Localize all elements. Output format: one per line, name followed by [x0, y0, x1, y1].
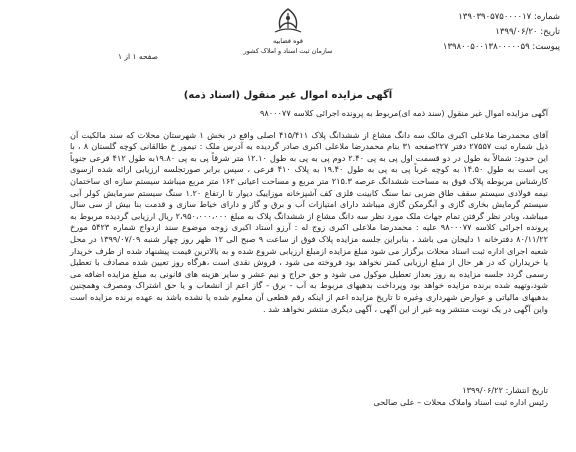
- emblem-line-2: سازمان ثبت اسناد و املاک کشور: [243, 47, 333, 55]
- document-title: آگهی مزایده اموال غیر منقول (اسناد ذمه): [183, 90, 393, 101]
- page-number: صفحه ۱ از ۱: [118, 52, 158, 61]
- document-body: [70, 108, 548, 315]
- organization-emblem: [230, 6, 346, 56]
- emblem-icon: [266, 6, 310, 36]
- meta-date: تاریخ: ۱۳۹۹/۰۶/۲۰: [495, 27, 560, 37]
- publish-date: تاریخ انتشار: ۱۳۹۹/۰۶/۲۲: [462, 385, 548, 395]
- body-paragraph: آقای محمدرضا ملاعلی اکبری مالک سه دانگ مشاع از ششدانگ پلاک ۴۱۵/۴۱۱ اصلی واقع در بخش ۱ شهرستان محلات که سند مالکیت آن ذیل شماره ثبت ۲۷۵۵۷ دفتر ۲۲۷صفحه ۳۱ بنام محمدرضا ملاعلی اکبری صادر گردیده به آدرس ملک : تیمور خ طالقانی کوچه گلستان ۸ ، با این حدود: شمالاً به طول در دو قسمت اول پی به پی ۲.۴۰ دوم پی به پی به طول ۱۲.۱۰ متر شرقاً پی به پی ۱۹.۸۰به طول ۴۱۲ قرعی جنوباً پی است به طول ۱۴.۵۰ به کوچه غرباً پی به پی به طول ۱۹.۴۰ به پلاک ۴۱۰ فرعی ، سپس برابر صورتجلسه ارزیابی ارائه شده ازسوی کارشناس مربوطه پلاک فوق به مساحت ششدانگ عرصه ۲۱۵.۳ متر مربع و مساحت اعیانی ۱۶۲ متر مربع میباشد سیستم سازه ای ساختمان نیمه فولادی سیستم سقف طاق ضربی نما سنگ کابینت فلزی کف آشپزخانه موزاییک دیوار تا ارتفاع ۱.۲۰ سنگ سیستم سرمایش کولر آبی سیستم گرمایش بخاری گازی و آبگرمکن گازی میباشد دارای امتیازات آب و برق و گاز و دارای خیاط سازی و قدمت بنا بیش از سی سال میباشد، وبادر نظر گرفتن تمام جهات ملک مورد نظر سه دانگ مشاع از ششدانگ پلاک به مبلغ ۲،۹۵۰،۰۰۰،۰۰۰ ریال ارزیابی گردیده مربوط به پرونده اجرائی کلاسه ۹۸۰۰۰۷۷ علیه : محمدرضا ملاعلی اکبری زوج له : آرزو استاد اکبری زوجه موضوع سند ازدواج شماره ۵۴۲۳ مورخ ۸۰/۱۱/۲۲ دفترخانه ۱ دلیجان می باشد ، بنابراین جلسه مزایده پلاک فوق از ساعت ۹ صبح الی ۱۲ ظهر روز چهار شنبه ۱۳۹۹/۰۷/۰۹ در محل شعبه اجرای اداره ثبت اسناد محلات برگزار می شود مبلغ مزایده ازمبلغ ارزیابی شروع شده و به بالاترین قیمت پیشنهاد شده از طرف خریدار یا خریداران که در هر حال از مبلغ ارزیابی کمتر نخواهد بود فروخته می شود ، فروش نقدی است ،هرگاه روز تعیین شده مصادف با تعطیل رسمی گردد جلسه مزایده به روز بعداز تعطیل موکول می شود و حق حراج و نیم عشر و سایر هزینه های قانونی به مبلغ مزایده اضافه می شود،وتهیه شده برنده مزایده خواهد بود وپرداخت بدهیهای مربوط به آب - برق - گاز اعم از انشعاب و یا حق اشتراک ومصرف وهمچنین بدهیهای مالیاتی و عوارض شهرداری وغیره تا تاریخ مزایده اعم از اینکه رقم قطعی آن معلوم شده یا نشده باشد به عهده برنده مزایده است واین آگهی در یک نوبت منتشر وبه غیر از این آگهی ، آگهی دیگری منتشر نخواهد شد .: [70, 129, 548, 314]
- meta-attachment: پیوست: ۱۳۹۸۰۰۵۰۰۱۳۸۰۰۰۰۰۵۹: [442, 42, 560, 52]
- intro-line: آگهی مزایده اموال غیر منقول (سند ذمه ای)مربوط به پرونده اجرائی کلاسه ۹۸۰۰۰۷۷: [259, 108, 548, 118]
- meta-number: شماره: ۱۳۹۰۳۹۰۵۷۵۰۰۰۰۱۷: [458, 12, 560, 22]
- emblem-line-1: قوه قضاییه: [273, 37, 303, 45]
- document-footer: [248, 384, 548, 408]
- signature-line: رئیس اداره ثبت اسناد واملاک محلات – علی صالحی: [373, 397, 548, 407]
- document-meta: [380, 10, 560, 55]
